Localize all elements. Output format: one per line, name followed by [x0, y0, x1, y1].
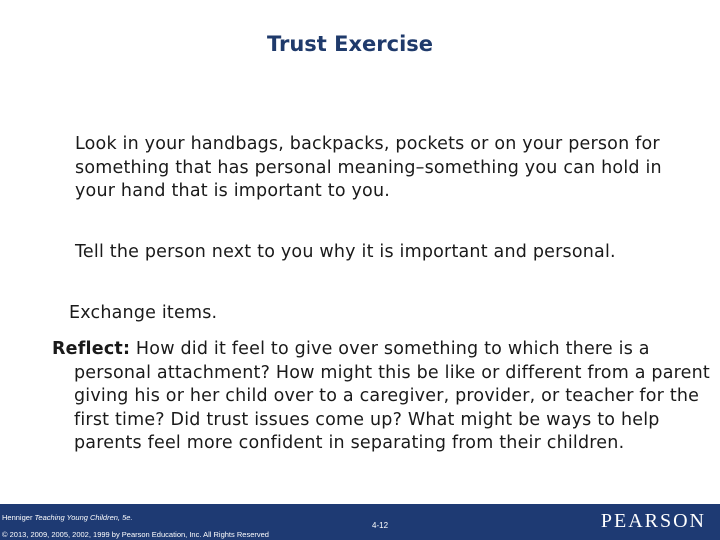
footer-author: Henniger [2, 513, 35, 522]
footer-book-title: Teaching Young Children, 5e. [34, 513, 133, 522]
instruction-paragraph-2: Tell the person next to you why it is important and personal. [75, 242, 616, 262]
instruction-paragraph-1: Look in your handbags, backpacks, pockets or on your person for something that has personal meaning–something you can hold in your hand that is important to you. [75, 134, 662, 201]
pearson-logo: PEARSON [600, 510, 706, 532]
reflect-text: How did it feel to give over something to which there is a personal attachment? How might this be like or different from a parent giving his or her child over to a caregiver, provider, or teacher for the first time? Did trust issues come up? What might be ways to help parents feel more confident in separating from their children. [74, 339, 710, 453]
slide-title: Trust Exercise [266, 32, 434, 56]
instruction-paragraph-3: Exchange items. [69, 303, 218, 323]
footer-bar [0, 504, 720, 540]
slide-number: 4-12 [372, 521, 389, 530]
reflect-label: Reflect: [52, 339, 131, 359]
footer-copyright: © 2013, 2009, 2005, 2002, 1999 by Pearson Education, Inc. All Rights Reserved [2, 530, 269, 539]
reflect-paragraph [52, 338, 714, 456]
footer-credit [2, 513, 133, 522]
